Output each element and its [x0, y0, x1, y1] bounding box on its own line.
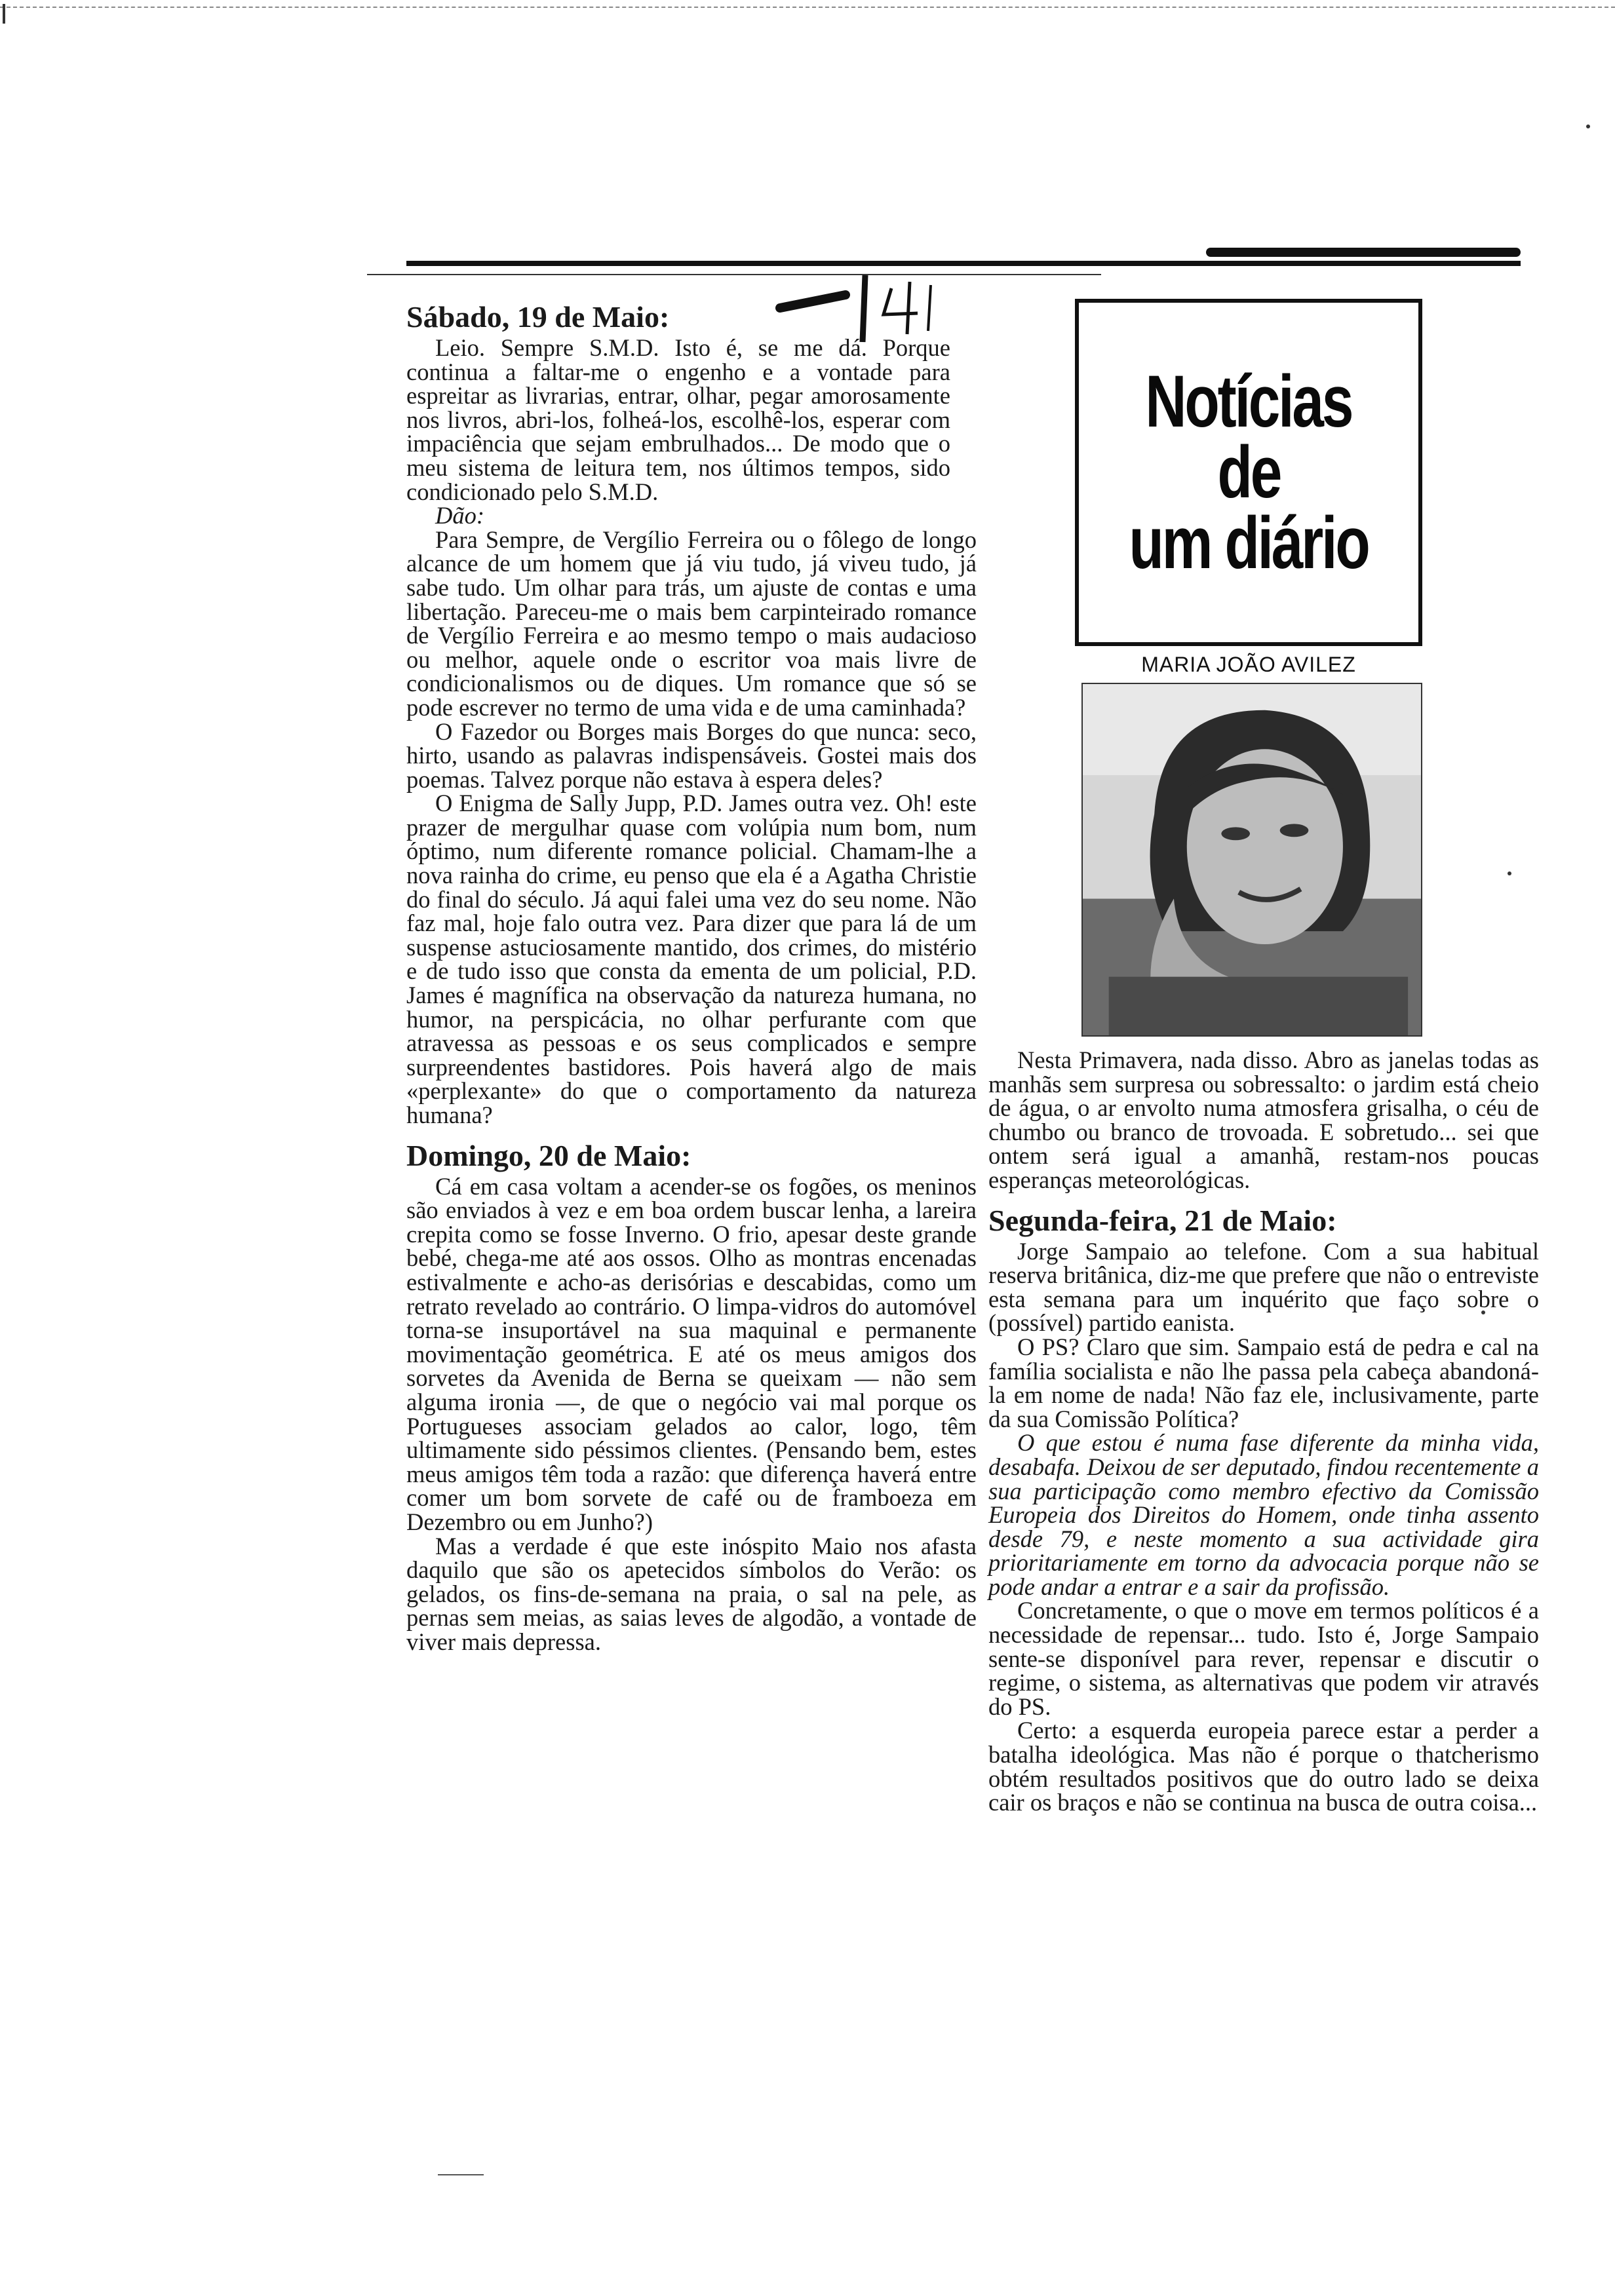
scan-corner-mark: [3, 4, 5, 24]
monday-paragraph-3: O que estou é numa fase diferente da minha vida, desabafa. Deixou de ser deputado, findou recentemente a sua participação como membro efectivo da Comissão Europeia dos Direitos do Homem, onde tinha assento desde 79, e neste momento a sua actividade gira prioritariamente em torno da advocacia porque não se pode andar a entrar e a sair da profissão.: [988, 1429, 1539, 1600]
monday-paragraph-4: Concretamente, o que o move em termos políticos é a necessidade de repensar... tudo. Isto é, Jorge Sampaio sente-se disponível para rever, repensar e discutir o regime, o sistema, as alternativas que podem vir através do PS.: [988, 1597, 1539, 1720]
author-byline: MARIA JOÃO AVILEZ: [1141, 653, 1356, 676]
author-photo: [1081, 683, 1422, 1037]
left-column: [406, 298, 977, 1654]
saturday-paragraph-1: Leio. Sempre S.M.D. Isto é, se me dá. Porque continua a faltar-me o engenho e a vontade para espreitar as livrarias, entrar, olhar, pegar amorosamente nos livros, abri-los, folheá-los, escolhê-los, esperar com impaciência que sejam embrulhados... De modo que o meu sistema de leitura tem, nos últimos tempos, sido condicionado pelo S.M.D.: [406, 334, 950, 505]
sunday-paragraph-2: Mas a verdade é que este inóspito Maio nos afasta daquilo que são os apetecidos símbolos do Verão: os gelados, os fins-de-semana na praia, o sal na pele, as pernas sem meias, as saias leves de algodão, a vontade de viver mais depressa.: [406, 1532, 977, 1655]
header-rule-bold: [1206, 248, 1521, 257]
heading-sunday: Domingo, 20 de Maio:: [406, 1138, 691, 1172]
title-line-3: um diário: [1129, 502, 1369, 584]
saturday-paragraph-3: Para Sempre, de Vergílio Ferreira ou o fôlego de longo alcance de um homem que já viu tudo, já viveu tudo, já sabe tudo. Um olhar para trás, um ajuste de contas e uma libertação. Pareceu-me o mais bem carpinteirado romance de Vergílio Ferreira e ao mesmo tempo o mais audacioso ou melhor, aquele onde o escritor voa mais livre de condicionalismos ou de diques. Um romance que só se pode escrever no termo de uma vida e de uma caminhada?: [406, 526, 977, 721]
scan-speck: [1586, 124, 1590, 128]
end-dash: [438, 2174, 484, 2175]
monday-paragraph-5: Certo: a esquerda europeia parece estar a perder a batalha ideológica. Mas não é porque o thatcherismo obtém resultados positivos que do outro lado se deixa cair os braços e não se continua na busca de outra coisa...: [988, 1717, 1539, 1816]
monday-paragraph-1: Jorge Sampaio ao telefone. Com a sua habitual reserva britânica, diz-me que prefere que não o entreviste esta semana para um inquérito que faço sobre o (possível) partido eanista.: [988, 1237, 1539, 1337]
scan-speck: [1508, 871, 1511, 875]
title-line-1: Notícias: [1145, 360, 1352, 442]
header-rule: [406, 261, 1521, 266]
column-title-box: [1075, 299, 1422, 646]
monday-paragraph-2: O PS? Claro que sim. Sampaio está de pedra e cal na família socialista e não lhe passa pela cabeça abandoná-la em nome de nada! Não faz ele, inclusivamente, parte da sua Comissão Política?: [988, 1333, 1539, 1432]
sunday-paragraph-3: Nesta Primavera, nada disso. Abro as janelas todas as manhãs sem surpresa ou sobressalto: o jardim está cheio de água, o ar envolto numa atmosfera grisalha, o céu de chumbo ou branco de trovoada. E sobretudo... sei que ontem será igual a amanhã, restam-nos poucas esperanças meteorológicas.: [988, 1046, 1539, 1193]
saturday-paragraph-4: O Fazedor ou Borges mais Borges do que nunca: seco, hirto, usando as palavras indispensáveis. Gostei mais dos poemas. Talvez porque não estava à espera deles?: [406, 718, 977, 793]
sunday-paragraph-1: Cá em casa voltam a acender-se os fogões, os meninos são enviados à vez e em boa ordem buscar lenha, a lareira crepita como se fosse Inverno. O frio, apesar deste grande bebé, chega-me até aos ossos. Olho as montras encenadas estivalmente e acho-as derisórias e descabidas, como um retrato revelado ao contrário. O limpa-vidros do automóvel torna-se insuportável na sua maquinal e permanente movimentação geométrica. E até os meus amigos dos sorvetes da Avenida de Berna se queixam — não sem alguma ironia —, de que o negócio vai mal porque os Portugueses associam gelados ao calor, logo, têm ultimamente sido péssimos clientes. (Pensando bem, estes meus amigos têm toda a razão: que diferença haverá entre comer um bom sorvete de café ou de framboeza em Dezembro ou em Junho?): [406, 1172, 977, 1535]
title-line-2: de: [1217, 431, 1280, 513]
scan-edge-line: [0, 7, 1615, 8]
saturday-paragraph-5: O Enigma de Sally Jupp, P.D. James outra vez. Oh! este prazer de mergulhar quase com volúpia num bom, num óptimo, num diferente romance policial. Chamam-lhe a nova rainha do crime, eu penso que ela é a Agatha Christie do final do século. Já aqui falei uma vez do seu nome. Não faz mal, hoje falo outra vez. Para dizer que para lá de um suspense astuciosamente mantido, dos crimes, do mistério e de tudo isso que consta da ementa de um policial, P.D. James é magnífica na observação da natureza humana, no humor, na perspicácia, no olhar perfurante com que atravessa as pessoas e os seus complicados e sempre surpreendentes bastidores. Pois haverá algo de mais «perplexante» do que o comportamento da natureza humana?: [406, 790, 977, 1128]
heading-monday: Segunda-feira, 21 de Maio:: [988, 1203, 1337, 1237]
handwritten-mark-text: 14: [963, 316, 970, 323]
heading-saturday: Sábado, 19 de Maio:: [406, 300, 670, 334]
saturday-paragraph-2: Dão:: [435, 502, 485, 529]
right-column: [988, 1048, 1539, 1815]
